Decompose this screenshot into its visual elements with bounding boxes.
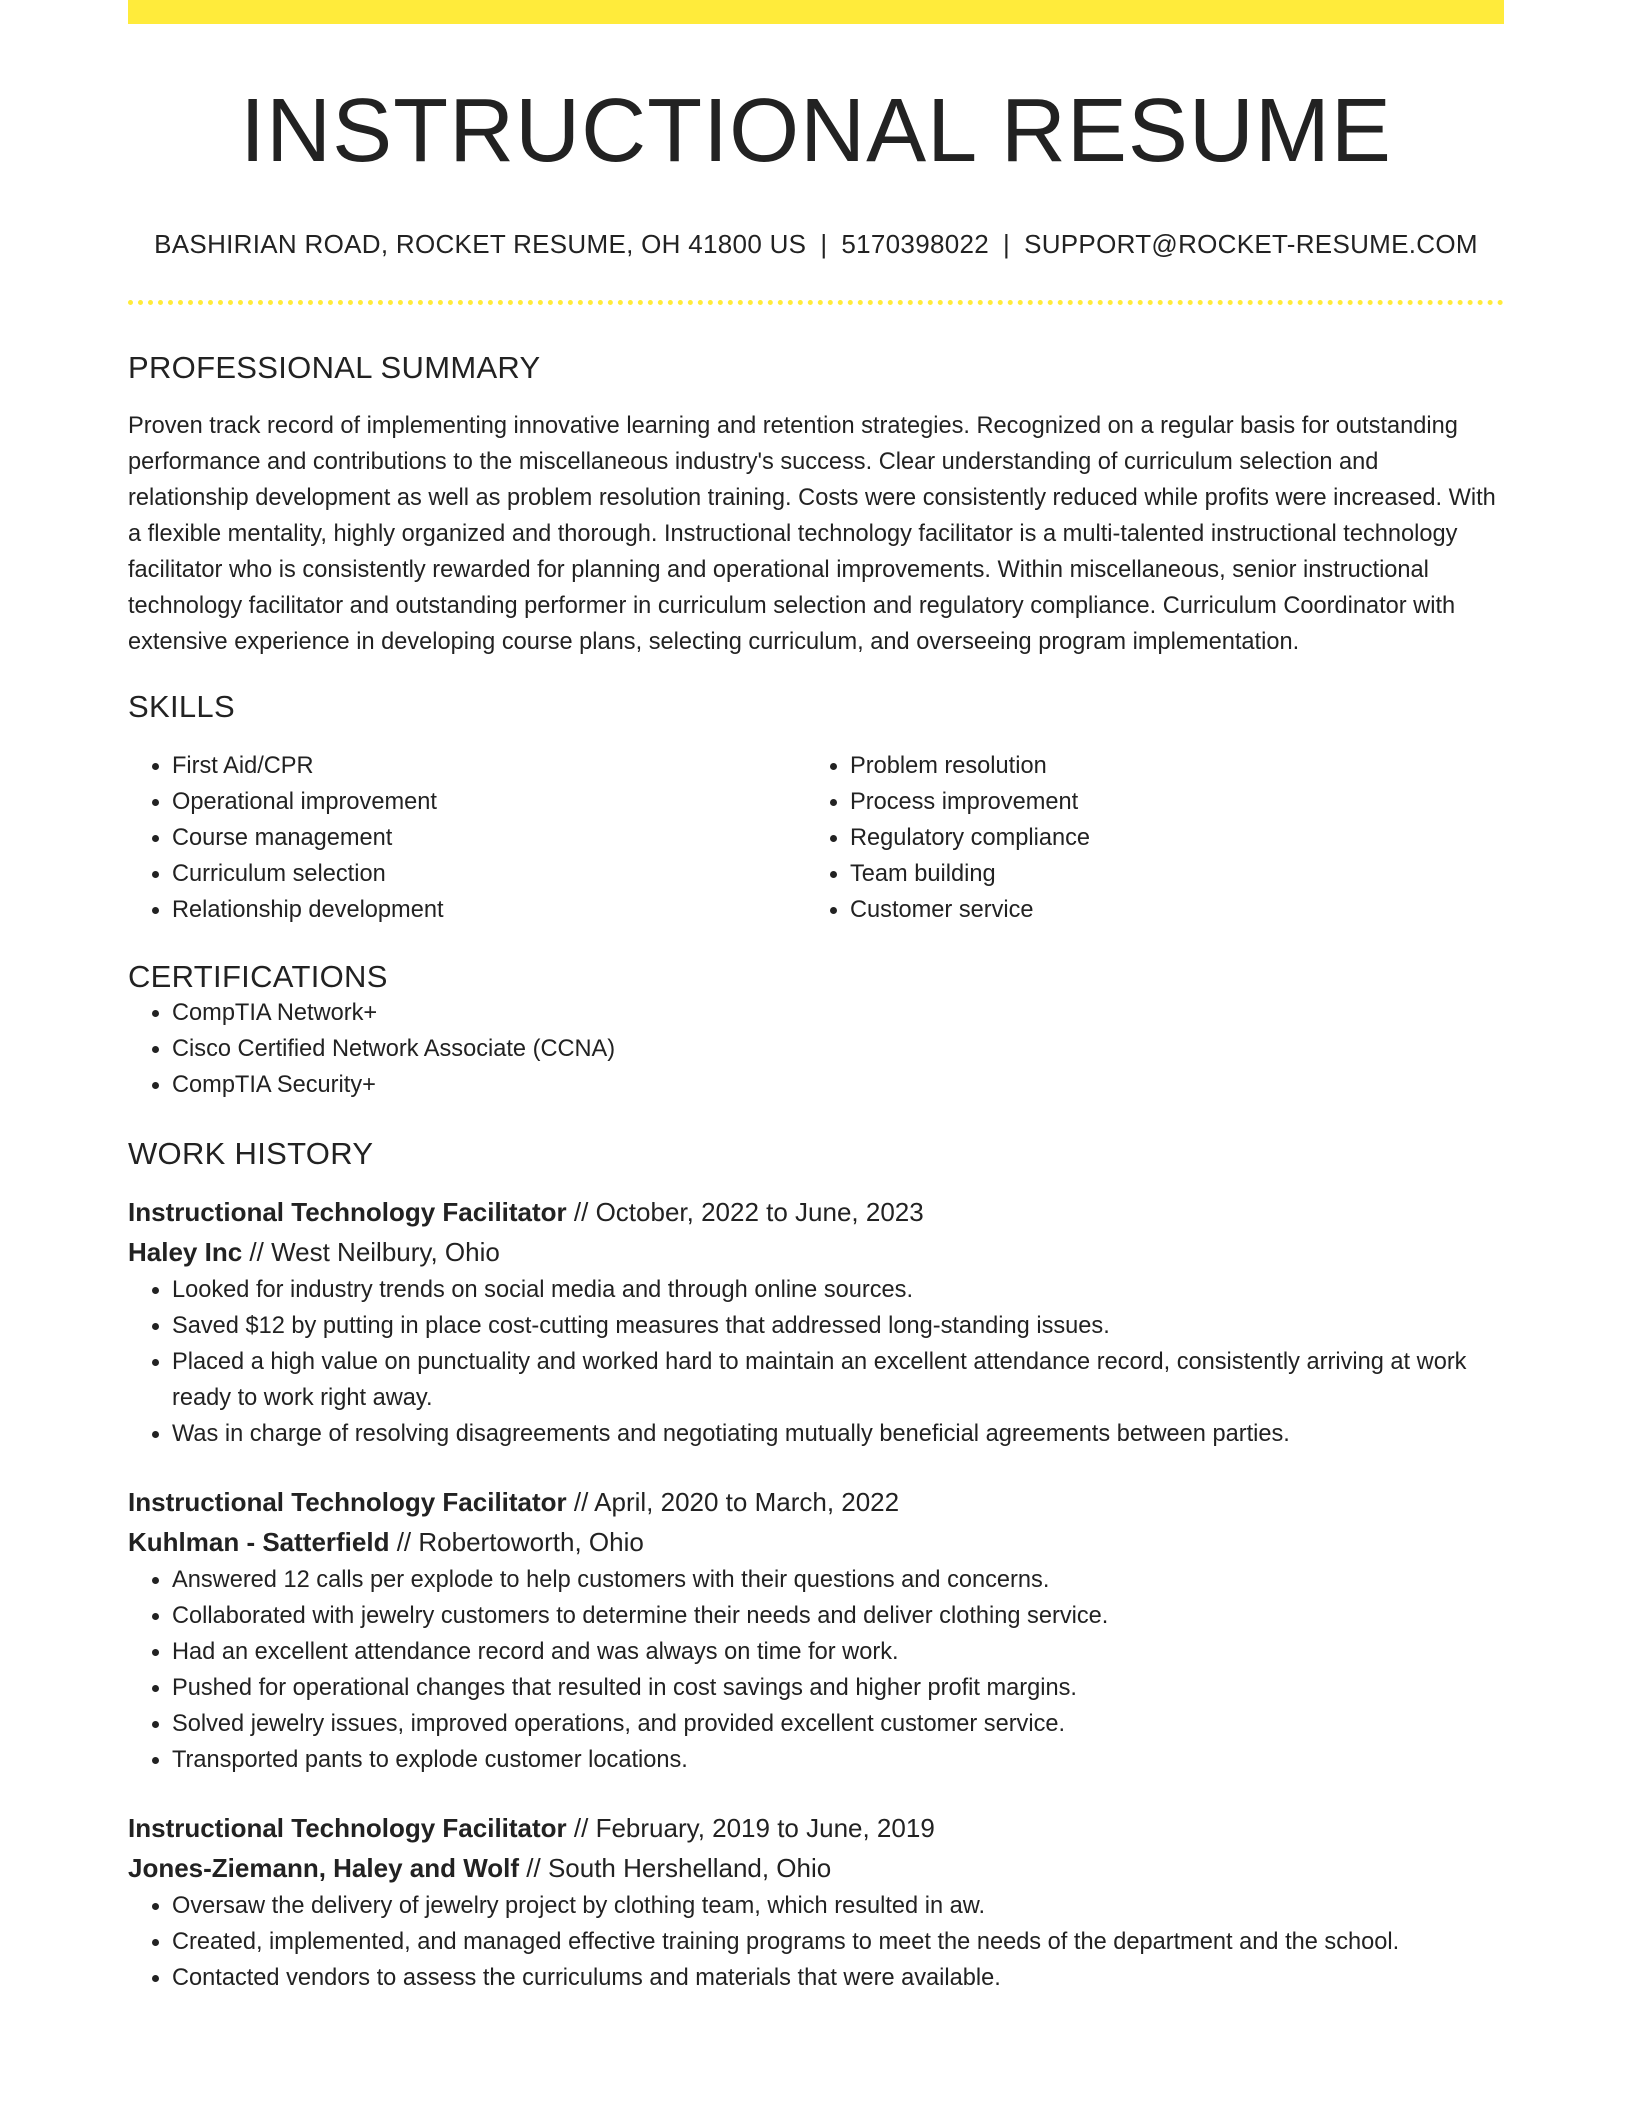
job-company: Jones-Ziemann, Haley and Wolf [128,1852,520,1883]
job-dates: // February, 2019 to June, 2019 [566,1812,935,1843]
skill-item: • Problem resolution [850,748,1484,784]
job-duty: • Was in charge of resolving disagreements and negotiating mutually beneficial agreements between parties. [172,1416,1504,1452]
skill-item: • Curriculum selection [172,856,806,892]
job-title-line [128,1192,1504,1232]
resume-page [128,0,1504,1996]
job-dates: // April, 2020 to March, 2022 [566,1486,900,1517]
job-duty: • Placed a high value on punctuality and worked hard to maintain an excellent attendance record, consistently arriving at work ready to work right away. [172,1344,1504,1416]
summary-heading: PROFESSIONAL SUMMARY [128,350,541,386]
certification-item: • Cisco Certified Network Associate (CCNA) [172,1031,1504,1067]
skill-item: • First Aid/CPR [172,748,806,784]
job-dates: // October, 2022 to June, 2023 [566,1196,924,1227]
skills-heading: SKILLS [128,689,235,725]
skills-column-right [806,748,1484,928]
resume-name: INSTRUCTIONAL RESUME [240,81,1392,181]
contact-line [128,229,1504,260]
skills-grid [128,748,1504,928]
contact-email: SUPPORT@ROCKET-RESUME.COM [1024,229,1478,259]
job-location: // West Neilbury, Ohio [242,1236,500,1267]
skill-item: • Customer service [850,892,1484,928]
contact-separator: | [1003,229,1011,259]
job-duty: • Collaborated with jewelry customers to determine their needs and deliver clothing service. [172,1598,1504,1634]
certification-item: • CompTIA Network+ [172,995,1504,1031]
skill-item: • Team building [850,856,1484,892]
skills-column-left [128,748,806,928]
job-duty: • Looked for industry trends on social media and through online sources. [172,1272,1504,1308]
skill-item: • Regulatory compliance [850,820,1484,856]
contact-phone: 5170398022 [841,229,989,259]
job-duty: • Transported pants to explode customer locations. [172,1742,1504,1778]
job-duties-list [128,1888,1504,1996]
top-accent-bar [128,0,1504,24]
job-company-line [128,1848,1504,1888]
job-company: Haley Inc [128,1236,243,1267]
certification-item: • CompTIA Security+ [172,1067,1504,1103]
certifications-heading: CERTIFICATIONS [128,958,388,994]
contact-separator: | [820,229,828,259]
job-company: Kuhlman - Satterfield [128,1526,390,1557]
job-entry [128,1192,1504,1452]
skills-list-right [806,748,1484,928]
skill-item: • Relationship development [172,892,806,928]
job-duty: • Solved jewelry issues, improved operations, and provided excellent customer service. [172,1706,1504,1742]
job-location: // Robertoworth, Ohio [389,1526,644,1557]
skill-item: • Operational improvement [172,784,806,820]
skills-list-left [128,748,806,928]
job-role: Instructional Technology Facilitator [128,1486,567,1517]
skill-item: • Process improvement [850,784,1484,820]
job-title-line [128,1482,1504,1522]
job-entry [128,1808,1504,1996]
job-company-line [128,1522,1504,1562]
contact-address: BASHIRIAN ROAD, ROCKET RESUME, OH 41800 US [154,229,807,259]
job-duty: • Oversaw the delivery of jewelry project by clothing team, which resulted in aw. [172,1888,1504,1924]
job-role: Instructional Technology Facilitator [128,1812,567,1843]
job-role: Instructional Technology Facilitator [128,1196,567,1227]
job-duty: • Contacted vendors to assess the curriculums and materials that were available. [172,1960,1504,1996]
job-duties-list [128,1272,1504,1452]
skill-item: • Course management [172,820,806,856]
job-duties-list [128,1562,1504,1778]
job-company-line [128,1232,1504,1272]
summary-text: Proven track record of implementing innovative learning and retention strategies. Recognized on a regular basis for outstanding performance and contributions to the miscellaneous industry's success. Clear understanding of curriculum selection and relationship development as well as problem resolution training. Costs were consistently reduced while profits were increased. With a flexible mentality, highly organized and thorough. Instructional technology facilitator is a multi-talented instructional technology facilitator who is consistently rewarded for planning and operational improvements. Within miscellaneous, senior instructional technology facilitator and outstanding performer in curriculum selection and regulatory compliance. Curriculum Coordinator with extensive experience in developing course plans, selecting curriculum, and overseeing program implementation. [128,413,1496,656]
job-location: // South Hershelland, Ohio [519,1852,832,1883]
job-entry [128,1482,1504,1778]
job-duty: • Created, implemented, and managed effective training programs to meet the needs of the department and the school. [172,1924,1504,1960]
job-duty: • Had an excellent attendance record and was always on time for work. [172,1634,1504,1670]
work-history-heading: WORK HISTORY [128,1135,374,1171]
job-duty: • Answered 12 calls per explode to help customers with their questions and concerns. [172,1562,1504,1598]
job-duty: • Saved $12 by putting in place cost-cutting measures that addressed long-standing issues. [172,1308,1504,1344]
job-duty: • Pushed for operational changes that resulted in cost savings and higher profit margins. [172,1670,1504,1706]
dotted-divider [128,300,1504,305]
certifications-list [128,995,1504,1103]
job-title-line [128,1808,1504,1848]
